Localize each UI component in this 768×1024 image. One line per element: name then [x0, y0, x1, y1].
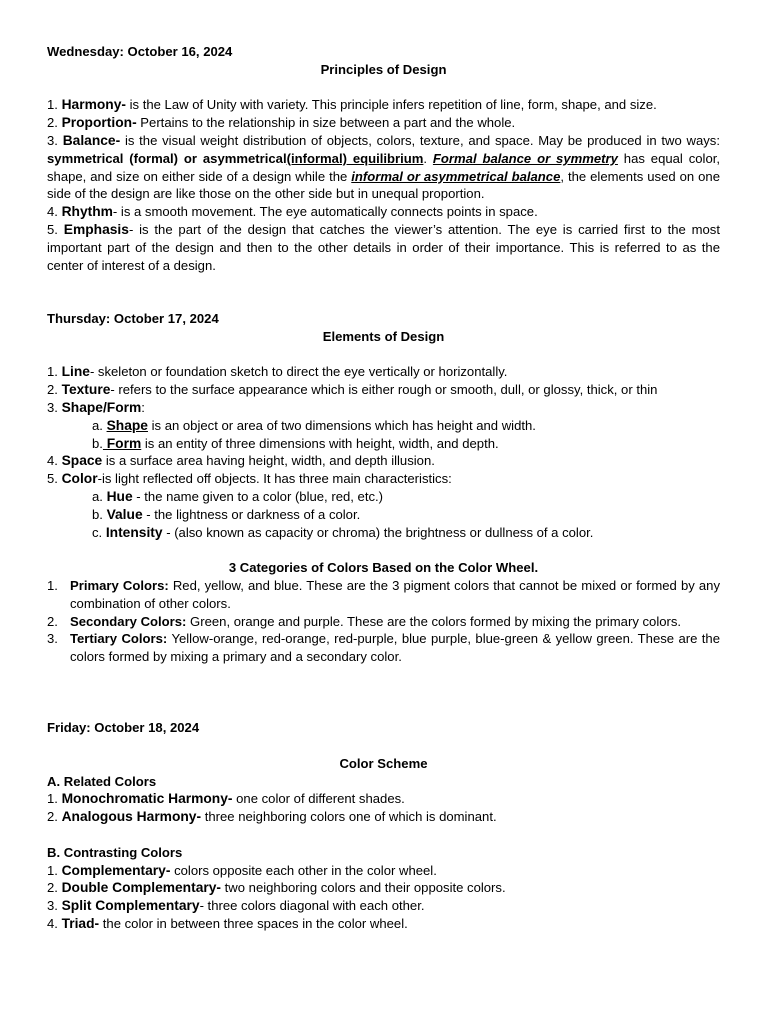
value-subitem — [47, 506, 720, 524]
definition: - refers to the surface appearance which is either rough or smooth, dull, or glossy, thick, or thin — [110, 382, 658, 398]
term: Balance- — [62, 132, 121, 148]
definition: is the Law of Unity with variety. This principle infers repetition of line, form, shape, and size. — [125, 97, 657, 113]
definition: is a surface area having height, width, and depth illusion. — [102, 453, 435, 469]
item-number: 3. — [47, 132, 58, 148]
definition: the color in between three spaces in the color wheel. — [99, 916, 408, 932]
definition: , the elements used on one side of the design are like those on the other side but in unequal proportion. — [47, 168, 720, 202]
secondary-colors-item — [47, 613, 720, 631]
definition: . — [423, 150, 433, 166]
harmony-item — [47, 96, 720, 114]
hue-subitem — [47, 488, 720, 506]
term: Shape — [106, 417, 148, 433]
friday-date: Friday: October 18, 2024 — [47, 720, 200, 736]
item-number: 2. — [47, 115, 58, 131]
definition: Green, orange and purple. These are the colors formed by mixing the primary colors. — [186, 613, 682, 629]
term: Texture — [61, 382, 111, 398]
definition: -is light reflected off objects. It has three main characteristics: — [97, 471, 452, 487]
emphasis-item — [47, 221, 720, 274]
term: Harmony- — [61, 97, 126, 113]
item-number: 2. — [47, 880, 58, 896]
definition: - the name given to a color (blue, red, etc.) — [132, 488, 384, 504]
item-number: 1. — [47, 862, 58, 878]
item-body — [70, 613, 720, 631]
definition: is an object or area of two dimensions which has height and width. — [147, 417, 536, 433]
color-item — [47, 470, 720, 488]
item-number: 1. — [47, 791, 58, 807]
proportion-item — [47, 114, 720, 132]
line-item — [47, 363, 720, 381]
formal-balance-phrase: Formal balance or symmetry — [432, 150, 618, 166]
item-number: 4. — [47, 453, 58, 469]
term: Emphasis — [63, 221, 129, 237]
item-letter: c. — [92, 524, 103, 540]
item-letter: b. — [92, 435, 103, 451]
space-item — [47, 452, 720, 470]
term: Monochromatic Harmony- — [61, 791, 233, 807]
definition: two neighboring colors and their opposite colors. — [221, 880, 506, 896]
texture-item — [47, 381, 720, 399]
definition: - (also known as capacity or chroma) the brightness or dullness of a color. — [162, 524, 594, 540]
item-body — [70, 577, 720, 613]
definition: : — [141, 399, 145, 415]
term: Complementary- — [61, 862, 171, 878]
elements-of-design-title: Elements of Design — [322, 328, 445, 344]
item-number: 2. — [47, 809, 58, 825]
term: Shape/Form — [61, 399, 142, 415]
term: Color — [61, 471, 98, 487]
intensity-subitem — [47, 524, 720, 542]
term: Tertiary Colors: — [70, 631, 168, 647]
shape-form-item — [47, 399, 720, 417]
underlined-phrase: (informal) equilibrium — [286, 150, 424, 166]
color-categories-title: 3 Categories of Colors Based on the Color Wheel. — [228, 560, 539, 576]
term: Analogous Harmony- — [61, 809, 202, 825]
term: Value — [106, 506, 143, 522]
term: Secondary Colors: — [70, 613, 187, 629]
item-number: 4. — [47, 916, 58, 932]
item-number: 1. — [47, 364, 58, 380]
informal-balance-phrase: informal or asymmetrical balance — [351, 168, 561, 184]
item-number: 5. — [47, 221, 58, 237]
definition: is the visual weight distribution of objects, colors, texture, and space. May be produced in two ways: — [120, 132, 720, 148]
definition: one color of different shades. — [232, 791, 405, 807]
term: Double Complementary- — [61, 880, 222, 896]
term: Rhythm — [61, 204, 113, 220]
definition: Red, yellow, and blue. These are the 3 pigment colors that cannot be mixed or formed by any combination of other colors. — [70, 577, 720, 611]
wednesday-date: Wednesday: October 16, 2024 — [47, 44, 233, 59]
term: Split Complementary — [61, 898, 200, 914]
definition: - skeleton or foundation sketch to direct the eye vertically or horizontally. — [89, 364, 508, 380]
related-colors-heading: A. Related Colors — [47, 773, 157, 789]
item-letter: a. — [92, 488, 103, 504]
definition: three neighboring colors one of which is dominant. — [201, 809, 497, 825]
bold-phrase: symmetrical (formal) or asymmetrical — [47, 150, 287, 166]
tertiary-colors-item — [47, 630, 720, 666]
monochromatic-item — [47, 790, 720, 808]
primary-colors-item — [47, 577, 720, 613]
definition: Pertains to the relationship in size between a part and the whole. — [136, 115, 516, 131]
analogous-item — [47, 808, 720, 826]
item-letter: a. — [92, 417, 103, 433]
definition: is an entity of three dimensions with height, width, and depth. — [141, 435, 499, 451]
term: Primary Colors: — [70, 577, 169, 593]
item-number: 3. — [47, 898, 58, 914]
thursday-date: Thursday: October 17, 2024 — [47, 310, 219, 326]
color-scheme-title: Color Scheme — [339, 755, 428, 771]
shape-subitem — [47, 417, 720, 435]
document-body — [47, 43, 720, 933]
split-complementary-item — [47, 897, 720, 915]
definition: - is a smooth movement. The eye automatically connects points in space. — [112, 204, 538, 220]
item-number: 1. — [47, 577, 58, 593]
triad-item — [47, 915, 720, 933]
complementary-item — [47, 862, 720, 880]
term: Space — [61, 453, 103, 469]
item-number: 3. — [47, 631, 58, 647]
term: Proportion- — [61, 115, 137, 131]
definition: - the lightness or darkness of a color. — [142, 506, 361, 522]
contrasting-colors-heading: B. Contrasting Colors — [47, 844, 183, 860]
definition: - three colors diagonal with each other. — [199, 898, 425, 914]
definition: Yellow-orange, red-orange, red-purple, blue purple, blue-green & yellow green. These are the colors formed by mixing a primary and a secondary color. — [70, 631, 720, 665]
definition: has equal color, shape, and size on either side of a design while the — [47, 150, 721, 184]
term: Hue — [106, 488, 133, 504]
item-number: 1. — [47, 97, 58, 113]
term: Intensity — [105, 524, 163, 540]
term: Line — [61, 364, 90, 380]
principles-of-design-title: Principles of Design — [320, 61, 447, 77]
term: Triad- — [61, 916, 100, 932]
item-number: 4. — [47, 204, 58, 220]
balance-item — [47, 132, 720, 203]
definition: - is the part of the design that catches the viewer’s attention. The eye is carried first to the most important part of the design and then to the other details in order of their importance. This is referred to as the center of interest of a design. — [47, 221, 720, 273]
definition: colors opposite each other in the color wheel. — [170, 862, 437, 878]
item-body — [70, 630, 720, 666]
item-number: 5. — [47, 471, 58, 487]
double-complementary-item — [47, 879, 720, 897]
item-letter: b. — [92, 506, 103, 522]
item-number: 2. — [47, 382, 58, 398]
term: Form — [102, 435, 142, 451]
item-number: 3. — [47, 399, 58, 415]
rhythm-item — [47, 203, 720, 221]
form-subitem — [47, 435, 720, 453]
item-number: 2. — [47, 613, 58, 629]
